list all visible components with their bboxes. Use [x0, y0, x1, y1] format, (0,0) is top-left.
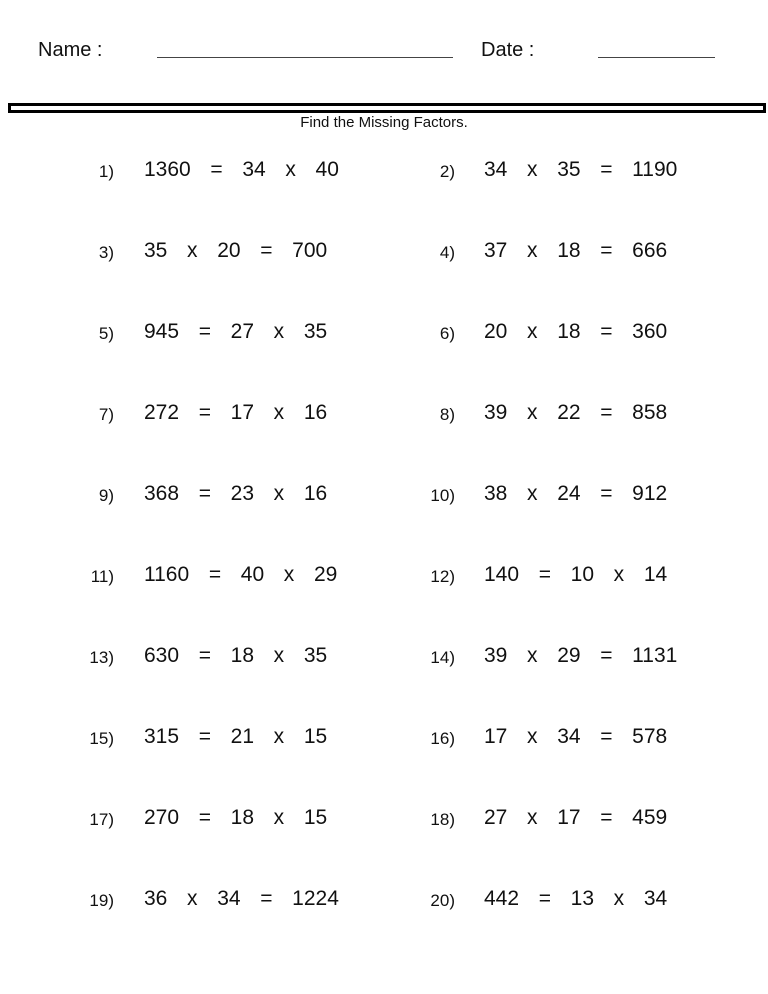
problem-equation: 36 x 34 = 1224	[144, 887, 339, 910]
problem-number: 1)	[98, 162, 114, 181]
problem-equation: 1160 = 40 x 29	[144, 563, 338, 586]
problem-number: 2)	[439, 162, 455, 181]
problem-equation: 315 = 21 x 15	[144, 725, 328, 748]
problem-equation: 37 x 18 = 666	[484, 239, 668, 262]
problem-equation: 1360 = 34 x 40	[144, 158, 339, 181]
problem-equation: 35 x 20 = 700	[144, 239, 328, 262]
problem-number: 14)	[430, 648, 455, 667]
problem-number: 10)	[430, 486, 455, 505]
problem-number: 11)	[90, 567, 114, 586]
problem-equation: 945 = 27 x 35	[144, 320, 328, 343]
problem-number: 18)	[430, 810, 455, 829]
name-field-line[interactable]	[157, 57, 453, 58]
problem-number: 7)	[98, 405, 114, 424]
problem-equation: 270 = 18 x 15	[144, 806, 328, 829]
problem-number: 6)	[439, 324, 455, 343]
problem-equation: 442 = 13 x 34	[484, 887, 668, 910]
problem-number: 16)	[430, 729, 455, 748]
problem-equation: 27 x 17 = 459	[484, 806, 668, 829]
problem-number: 20)	[430, 891, 455, 910]
problem-number: 3)	[98, 243, 114, 262]
problem-equation: 39 x 29 = 1131	[484, 644, 678, 667]
problem-equation: 34 x 35 = 1190	[484, 158, 678, 181]
problem-equation: 368 = 23 x 16	[144, 482, 328, 505]
problem-number: 19)	[89, 891, 114, 910]
problem-equation: 630 = 18 x 35	[144, 644, 328, 667]
problem-number: 9)	[98, 486, 114, 505]
name-label: Name :	[38, 39, 103, 61]
problem-number: 4)	[439, 243, 455, 262]
date-label: Date :	[481, 39, 535, 61]
date-field-line[interactable]	[598, 57, 715, 58]
problem-number: 8)	[439, 405, 455, 424]
problem-equation: 20 x 18 = 360	[484, 320, 668, 343]
header-divider	[8, 103, 766, 113]
problem-number: 5)	[98, 324, 114, 343]
problem-equation: 38 x 24 = 912	[484, 482, 668, 505]
problem-equation: 39 x 22 = 858	[484, 401, 668, 424]
instructions: Find the Missing Factors.	[300, 114, 468, 131]
problem-number: 17)	[89, 810, 114, 829]
problem-equation: 272 = 17 x 16	[144, 401, 328, 424]
problem-number: 12)	[430, 567, 455, 586]
problem-number: 13)	[89, 648, 114, 667]
problem-number: 15)	[89, 729, 114, 748]
problem-equation: 17 x 34 = 578	[484, 725, 668, 748]
problem-equation: 140 = 10 x 14	[484, 563, 668, 586]
